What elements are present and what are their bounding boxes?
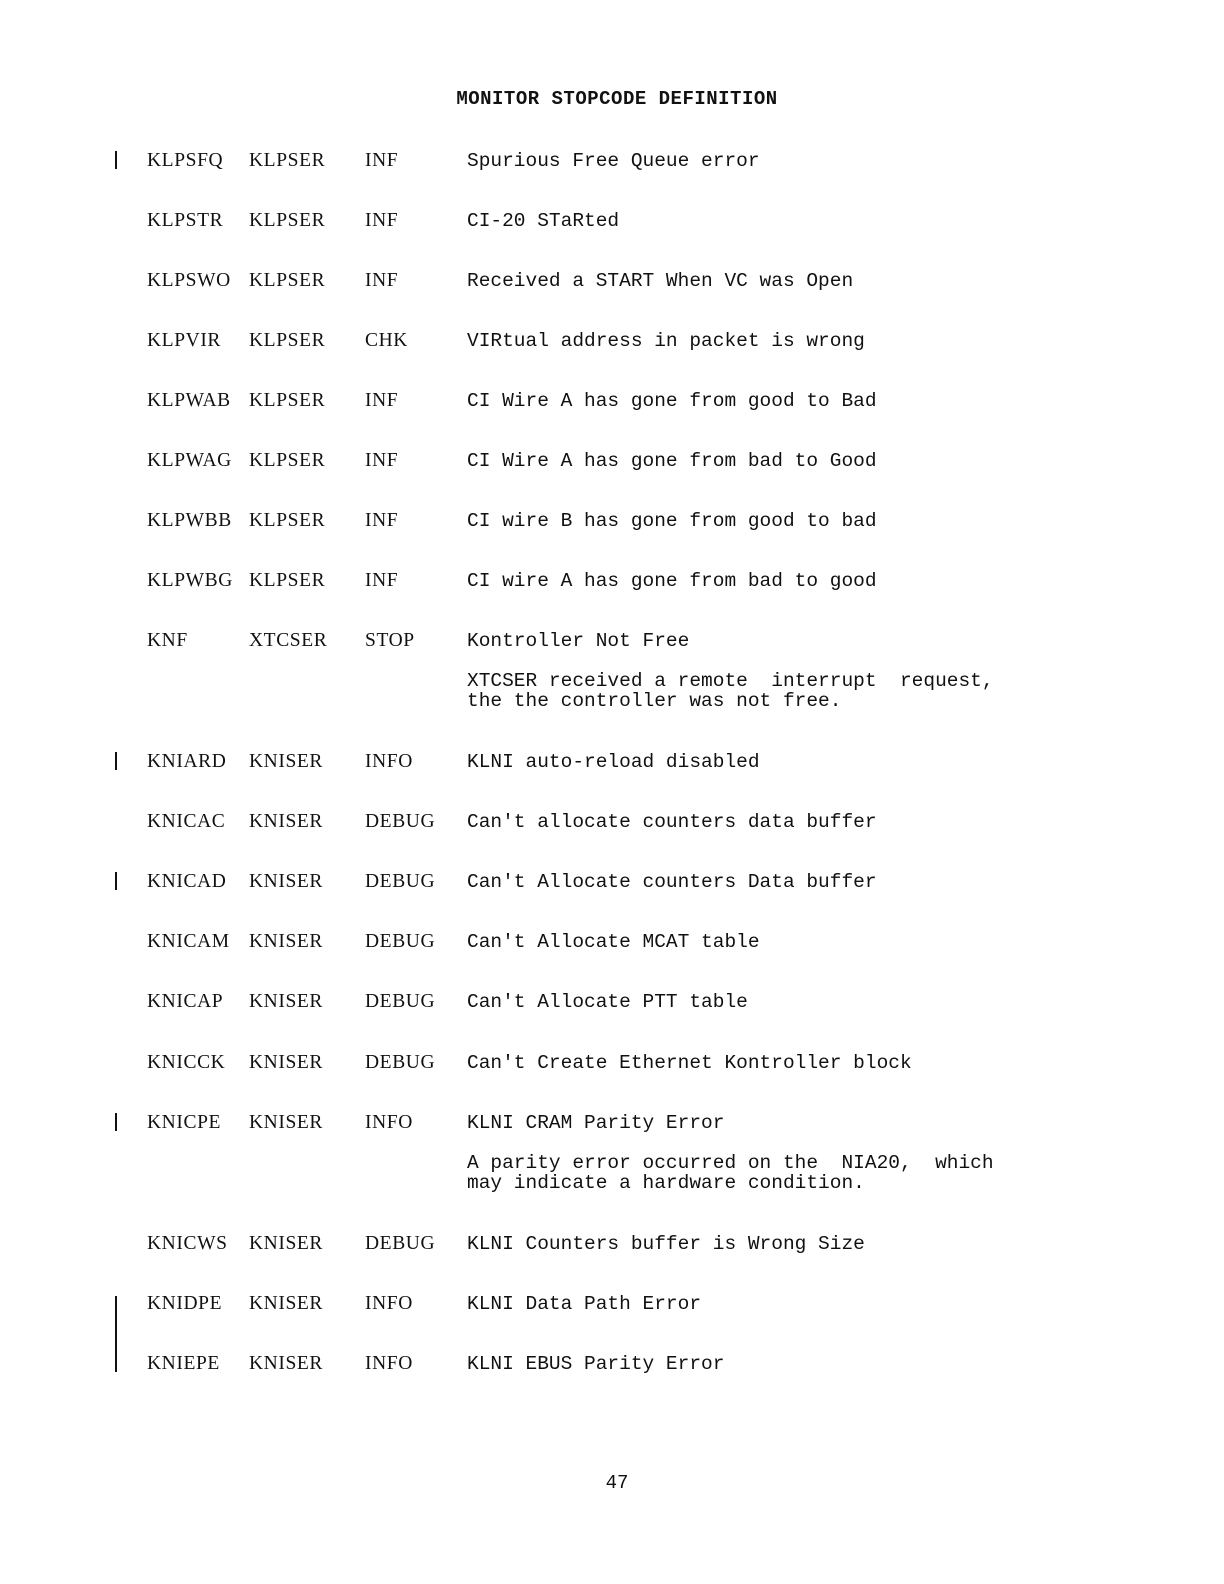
table-row — [0, 569, 1224, 593]
table-row — [0, 449, 1224, 473]
stopcode-description: Can't Allocate PTT table — [467, 991, 748, 1013]
stopcode-description: CI Wire A has gone from good to Bad — [467, 390, 877, 412]
module-name: KLPSER — [249, 450, 326, 471]
table-row — [0, 629, 1224, 653]
stopcode: KLPSWO — [147, 270, 231, 291]
module-name: KNISER — [249, 1293, 324, 1314]
stopcode-type: INF — [365, 570, 399, 591]
stopcode-description: CI wire B has gone from good to bad — [467, 510, 877, 532]
table-row — [0, 389, 1224, 413]
stopcode: KNIARD — [147, 751, 227, 772]
stopcode-type: INF — [365, 210, 399, 231]
module-name: KNISER — [249, 751, 324, 772]
stopcode-type: INF — [365, 150, 399, 171]
change-bar — [115, 752, 117, 770]
stopcode-type: INFO — [365, 751, 413, 772]
stopcode-description: Spurious Free Queue error — [467, 150, 760, 172]
detail-line: the the controller was not free. — [467, 690, 842, 712]
stopcode-description: KLNI CRAM Parity Error — [467, 1112, 725, 1134]
table-row — [0, 209, 1224, 233]
table-row — [0, 1111, 1224, 1135]
module-name: XTCSER — [249, 630, 328, 651]
table-row — [0, 810, 1224, 834]
stopcode-description: KLNI Data Path Error — [467, 1293, 702, 1315]
table-row — [0, 1292, 1224, 1316]
table-row — [0, 1232, 1224, 1256]
module-name: KNISER — [249, 871, 324, 892]
stopcode-description: KLNI EBUS Parity Error — [467, 1353, 725, 1375]
page-title: MONITOR STOPCODE DEFINITION — [456, 88, 778, 110]
table-row — [0, 1051, 1224, 1075]
stopcode-description: KLNI Counters buffer is Wrong Size — [467, 1233, 865, 1255]
module-name: KNISER — [249, 1052, 324, 1073]
stopcode: KNICWS — [147, 1233, 228, 1254]
stopcode-type: DEBUG — [365, 811, 436, 832]
stopcode-type: CHK — [365, 330, 408, 351]
module-name: KNISER — [249, 1112, 324, 1133]
module-name: KLPSER — [249, 390, 326, 411]
change-bar — [115, 872, 117, 890]
module-name: KLPSER — [249, 510, 326, 531]
module-name: KLPSER — [249, 150, 326, 171]
stopcode: KNICCK — [147, 1052, 226, 1073]
module-name: KNISER — [249, 811, 324, 832]
stopcode-detail — [467, 671, 994, 711]
stopcode-type: DEBUG — [365, 1052, 436, 1073]
stopcode-type: DEBUG — [365, 931, 436, 952]
stopcode: KLPWAG — [147, 450, 232, 471]
stopcode-detail — [467, 1153, 994, 1193]
stopcode-type: INF — [365, 450, 399, 471]
stopcode-description: CI wire A has gone from bad to good — [467, 570, 877, 592]
table-row — [0, 930, 1224, 954]
stopcode-type: DEBUG — [365, 1233, 436, 1254]
stopcode: KLPVIR — [147, 330, 222, 351]
stopcode: KNIEPE — [147, 1353, 220, 1374]
stopcode-description: CI-20 STaRted — [467, 210, 620, 232]
table-row — [0, 149, 1224, 173]
stopcode-description: Can't allocate counters data buffer — [467, 811, 877, 833]
stopcode-type: INF — [365, 390, 399, 411]
table-row — [0, 1352, 1224, 1376]
page-number: 47 — [605, 1472, 629, 1494]
detail-line: A parity error occurred on the NIA20, which — [467, 1152, 994, 1174]
change-bar — [115, 1113, 117, 1131]
module-name: KLPSER — [249, 330, 326, 351]
module-name: KLPSER — [249, 210, 326, 231]
table-row — [0, 269, 1224, 293]
table-row — [0, 509, 1224, 533]
stopcode-description: Can't Allocate counters Data buffer — [467, 871, 877, 893]
stopcode: KLPWAB — [147, 390, 231, 411]
stopcode: KLPSTR — [147, 210, 224, 231]
stopcode-type: INFO — [365, 1293, 413, 1314]
stopcode-description: CI Wire A has gone from bad to Good — [467, 450, 877, 472]
module-name: KLPSER — [249, 270, 326, 291]
change-bar — [115, 151, 117, 169]
stopcode: KNICAM — [147, 931, 230, 952]
detail-line: XTCSER received a remote interrupt request, — [467, 670, 994, 692]
module-name: KLPSER — [249, 570, 326, 591]
stopcode: KNICAD — [147, 871, 227, 892]
stopcode: KNIDPE — [147, 1293, 223, 1314]
stopcode: KLPSFQ — [147, 150, 224, 171]
table-row — [0, 990, 1224, 1014]
stopcode-description: Kontroller Not Free — [467, 630, 690, 652]
stopcode: KNICAC — [147, 811, 226, 832]
stopcode-type: INFO — [365, 1112, 413, 1133]
table-row — [0, 870, 1224, 894]
module-name: KNISER — [249, 1353, 324, 1374]
stopcode: KLPWBG — [147, 570, 233, 591]
stopcode-description: VIRtual address in packet is wrong — [467, 330, 865, 352]
module-name: KNISER — [249, 1233, 324, 1254]
stopcode: KNICAP — [147, 991, 224, 1012]
stopcode: KNF — [147, 630, 188, 651]
stopcode-description: Received a START When VC was Open — [467, 270, 854, 292]
stopcode-description: Can't Create Ethernet Kontroller block — [467, 1052, 912, 1074]
stopcode-type: INF — [365, 510, 399, 531]
stopcode: KLPWBB — [147, 510, 232, 531]
module-name: KNISER — [249, 931, 324, 952]
stopcode-type: STOP — [365, 630, 415, 651]
stopcode-type: INFO — [365, 1353, 413, 1374]
stopcode-type: INF — [365, 270, 399, 291]
module-name: KNISER — [249, 991, 324, 1012]
table-row — [0, 329, 1224, 353]
stopcode-description: Can't Allocate MCAT table — [467, 931, 760, 953]
detail-line: may indicate a hardware condition. — [467, 1172, 865, 1194]
stopcode-description: KLNI auto-reload disabled — [467, 751, 760, 773]
table-row — [0, 750, 1224, 774]
stopcode: KNICPE — [147, 1112, 222, 1133]
stopcode-type: DEBUG — [365, 991, 436, 1012]
stopcode-type: DEBUG — [365, 871, 436, 892]
